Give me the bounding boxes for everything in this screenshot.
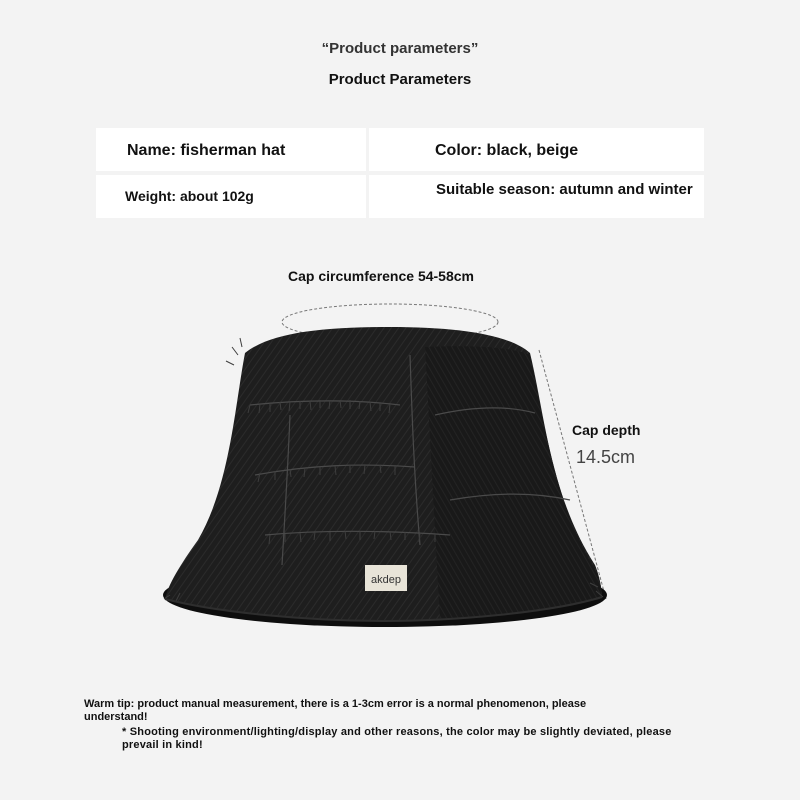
param-name: Name: fisherman hat [96,128,366,171]
param-season: Suitable season: autumn and winter [369,175,704,218]
hat-image [150,295,620,635]
depth-label: Cap depth [572,422,641,438]
depth-value: 14.5cm [576,447,636,467]
param-weight: Weight: about 102g [96,175,366,218]
brand-label-text: akdep [371,574,401,586]
page-title: Product Parameters [328,71,472,88]
circumference-label: Cap circumference 54-58cm [288,268,474,284]
param-color: Color: black, beige [369,128,704,171]
brand-label [365,565,407,591]
warm-tip-note: Warm tip: product manual measurement, there is a 1-3cm error is a normal phenomenon, please understand! [84,698,587,723]
parameters-table [96,128,704,218]
shooting-note: * Shooting environment/lighting/display and other reasons, the color may be slightly deviated, please prevail in kind! [122,726,672,751]
header-quote: “Product parameters” [321,40,479,57]
